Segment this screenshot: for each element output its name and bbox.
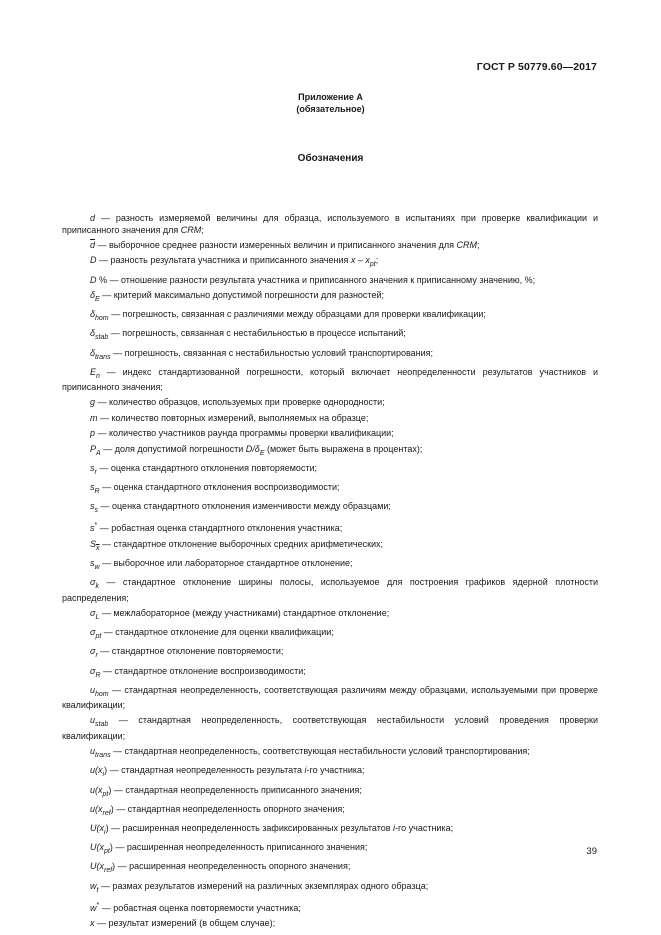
definition-item: D % — отношение разности результата участника и приписанного значения к приписанному значению, %;: [90, 274, 536, 285]
definition-item: $U(x_{pt})$ — расширенная неопределенность приписанного значения;: [90, 842, 368, 855]
definitions-list: [62, 213, 598, 930]
definition-item: $\delta_{trans}$ — погрешность, связанная с нестабильностью условий транспортирования;: [90, 347, 434, 361]
standard-code: ГОСТ Р 50779.60—2017: [476, 61, 597, 73]
appendix-status: (обязательное): [296, 103, 365, 114]
definition-item: $u(x_{pt})$ — стандартная неопределенность приписанного значения;: [90, 784, 362, 798]
definition-item: $s_w$ — выборочное или лабораторное стандартное отклонение;: [90, 557, 353, 571]
definition-item: $\sigma_r$ — стандартное отклонение повторяемости;: [90, 646, 284, 660]
definition-item: $s_s$ — оценка стандартного отклонения изменчивости между образцами;: [90, 501, 391, 515]
definition-item: $u(x_i)$ — стандартная неопределенность результата i-го участника;: [90, 765, 365, 779]
definition-item: $\sigma_R$ — стандартное отклонение воспроизводимости;: [90, 665, 306, 679]
definition-item: $\sigma_{pt}$ — стандартное отклонение для оценки квалификации;: [90, 627, 334, 640]
definition-item: s* — робастная оценка стандартного отклонения участника;: [90, 522, 343, 534]
definition-item: m — количество повторных измерений, выполняемых на образце;: [90, 412, 369, 423]
definition-item: $\sigma_k$ — стандартное отклонение ширины полосы, используемое для построения графиков ядерной плотности распределения;: [62, 577, 598, 603]
definition-item: g — количество образцов, используемых при проверке однородности;: [90, 397, 385, 408]
definition-item: w* — робастная оценка повторяемости участника;: [90, 901, 301, 913]
definition-item: $\overline{d}$ — выборочное среднее разности измеренных величин и приписанного значения для CRM;: [90, 239, 480, 250]
definition-item: $\delta_{hom}$ — погрешность, связанная с различиями между образцами для проверки квалификации;: [90, 309, 486, 322]
definition-item: $P_A$ — доля допустимой погрешности $D/\delta_E$ (может быть выражена в процентах);: [90, 443, 423, 457]
definition-item: $U(x_{ref})$ — расширенная неопределенность опорного значения;: [90, 861, 351, 875]
definition-item: d — разность измеряемой величины для образца, используемого в испытаниях при проверке квалификации и приписанного значения для CRM;: [62, 213, 598, 235]
page-number: 39: [586, 846, 597, 857]
definition-item: $w_t$ — размах результатов измерений на различных экземплярах одного образца;: [90, 880, 429, 894]
definition-item: $u_{stab}$ — стандартная неопределенность, соответствующая нестабильности условий проведения проверки квалификации;: [62, 715, 598, 741]
definition-item: $U(x_i)$ — расширенная неопределенность зафиксированных результатов i-го участника;: [90, 823, 454, 836]
appendix-heading: [0, 92, 661, 115]
definition-item: $E_n$ — индекс стандартизованной погрешности, который включает неопределенности результатов участников и приписанного значения;: [62, 366, 598, 393]
definition-item: $s_r$ — оценка стандартного отклонения повторяемости;: [90, 462, 318, 476]
definition-item: $u_{hom}$ — стандартная неопределенность, соответствующая различиям между образцами, используемыми при проверке квалификации;: [62, 684, 598, 711]
definition-item: D — разность результата участника и приписанного значения x – $x_{pt}$;: [90, 255, 379, 269]
definition-item: x — результат измерений (в общем случае);: [90, 918, 276, 929]
definition-item: $\delta_{stab}$ — погрешность, связанная с нестабильностью в процессе испытаний;: [90, 328, 406, 342]
definition-item: $u_{trans}$ — стандартная неопределенность, соответствующая нестабильности условий транспортирования;: [90, 746, 530, 760]
definition-item: $\sigma_L$ — межлабораторное (между участниками) стандартное отклонение;: [90, 607, 390, 621]
appendix-title: Приложение А: [298, 92, 363, 102]
section-title: Обозначения: [297, 153, 364, 164]
definition-item: $u(x_{ref})$ — стандартная неопределенность опорного значения;: [90, 803, 345, 817]
definition-item: p — количество участников раунда программы проверки квалификации;: [90, 428, 394, 439]
definition-item: $s_R$ — оценка стандартного отклонения воспроизводимости;: [90, 482, 340, 495]
definition-item: $\delta_E$ — критерий максимально допустимой погрешности для разностей;: [90, 289, 384, 303]
definition-item: $S_{\overline{x}}$ — стандартное отклонение выборочных средних арифметических;: [90, 538, 384, 552]
